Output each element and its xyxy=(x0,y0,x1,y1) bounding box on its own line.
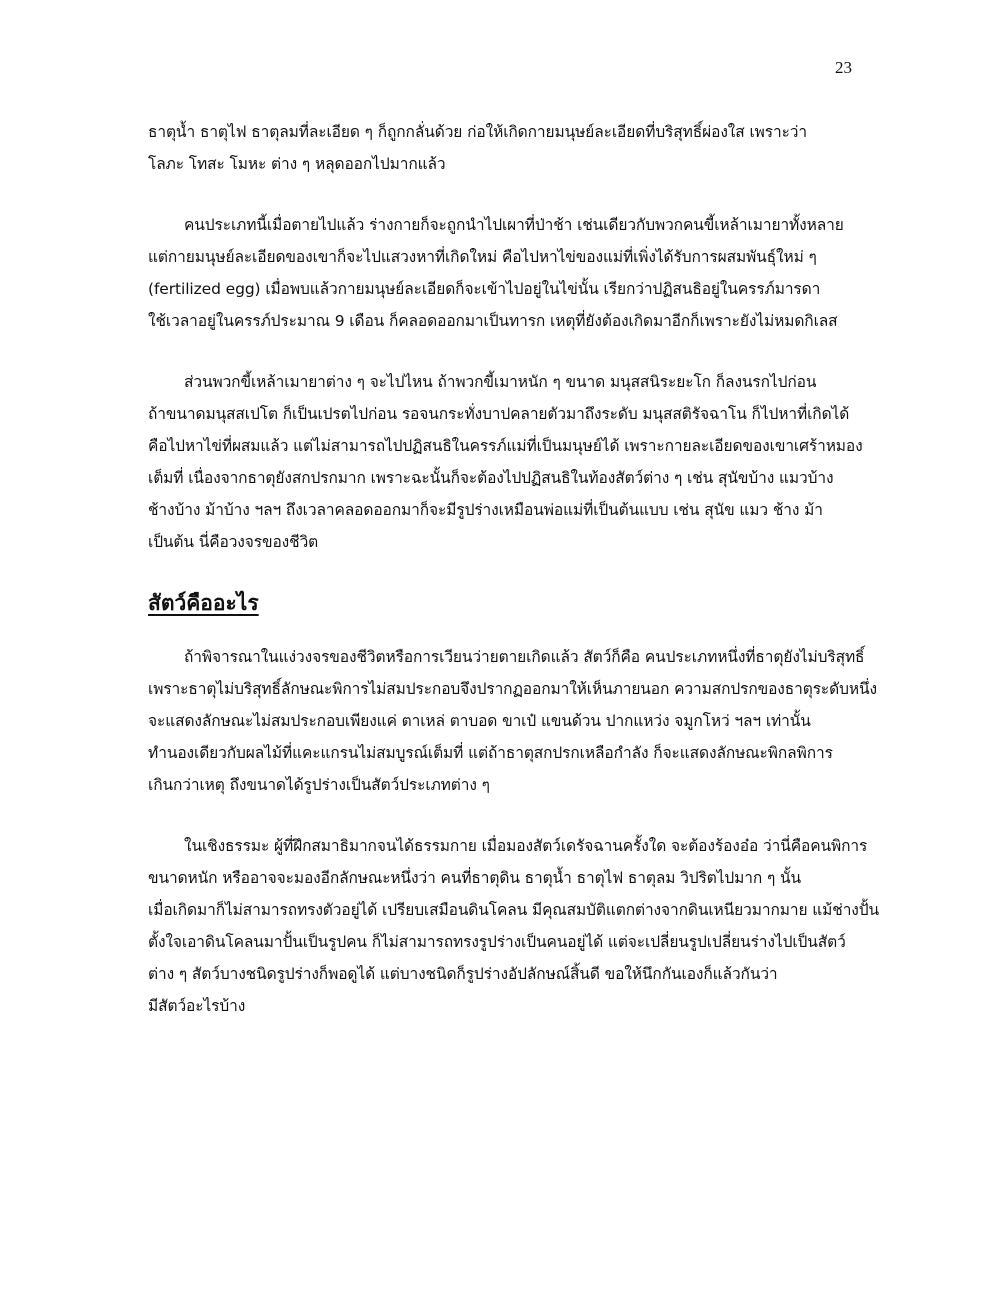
document-body xyxy=(148,116,880,1051)
paragraph-line: เกินกว่าเหตุ ถึงขนาดได้รูปร่างเป็นสัตว์ประเภทต่าง ๆ xyxy=(148,776,490,794)
paragraph-1 xyxy=(148,116,868,180)
paragraph-line: จะแสดงลักษณะไม่สมประกอบเพียงแค่ ตาเหล่ ตาบอด ขาเป๋ แขนด้วน ปากแหว่ง จมูกโหว่ ฯลฯ เท่านั้น xyxy=(148,712,811,730)
paragraph-line: เต็มที่ เนื่องจากธาตุยังสกปรกมาก เพราะฉะนั้นก็จะต้องไปปฏิสนธิในท้องสัตว์ต่าง ๆ เช่น สุนัขบ้าง แมวบ้าง xyxy=(148,469,834,487)
page-number: 23 xyxy=(835,58,852,77)
paragraph-line: (fertilized egg) เมื่อพบแล้วกายมนุษย์ละเอียดก็จะเข้าไปอยู่ในไข่นั้น เรียกว่าปฏิสนธิอยู่ในครรภ์มารดา xyxy=(148,280,821,298)
paragraph-line: ขนาดหนัก หรืออาจจะมองอีกลักษณะหนึ่งว่า คนที่ธาตุดิน ธาตุน้ำ ธาตุไฟ ธาตุลม วิปริตไปมาก ๆ นั้น xyxy=(148,869,802,887)
paragraph-line: เป็นต้น นี่คือวงจรของชีวิต xyxy=(148,533,319,551)
paragraph-line: คือไปหาไข่ที่ผสมแล้ว แต่ไม่สามารถไปปฏิสนธิในครรภ์แม่ที่เป็นมนุษย์ได้ เพราะกายละเอียดของเขาเศร้าหมอง xyxy=(148,437,863,455)
paragraph-line: มีสัตว์อะไรบ้าง xyxy=(148,997,246,1015)
paragraph-line: ถ้าขนาดมนุสสเปโต ก็เป็นเปรตไปก่อน รอจนกระทั่งบาปคลายตัวมาถึงระดับ มนุสสติรัจฉาโน ก็ไปหาที่เกิดได้ xyxy=(148,405,850,423)
paragraph-5 xyxy=(148,830,880,1022)
paragraph-line: ในเชิงธรรมะ ผู้ที่ฝึกสมาธิมากจนได้ธรรมกาย เมื่อมองสัตว์เดรัจฉานครั้งใด จะต้องร้องอ๋อ ว่านี่คือคนพิการ xyxy=(184,837,868,855)
paragraph-3 xyxy=(148,366,868,558)
paragraph-line: คนประเภทนี้เมื่อตายไปแล้ว ร่างกายก็จะถูกนำไปเผาที่ป่าช้า เช่นเดียวกับพวกคนขี้เหล้าเมายาทั้งหลาย xyxy=(184,216,844,234)
paragraph-4 xyxy=(148,641,877,801)
paragraph-line: ต่าง ๆ สัตว์บางชนิดรูปร่างก็พอดูได้ แต่บางชนิดก็รูปร่างอัปลักษณ์สิ้นดี ขอให้นึกกันเองก็แล้วกันว่า xyxy=(148,965,778,983)
paragraph-line: ธาตุน้ำ ธาตุไฟ ธาตุลมที่ละเอียด ๆ ก็ถูกกลั่นด้วย ก่อให้เกิดกายมนุษย์ละเอียดที่บริสุทธิ์ผ่องใส เพราะว่า xyxy=(148,123,808,141)
paragraph-line: ทำนองเดียวกับผลไม้ที่แคะแกรนไม่สมบูรณ์เต็มที่ แต่ถ้าธาตุสกปรกเหลือกำลัง ก็จะแสดงลักษณะพิกลพิการ xyxy=(148,744,833,762)
paragraph-line: ใช้เวลาอยู่ในครรภ์ประมาณ 9 เดือน ก็คลอดออกมาเป็นทารก เหตุที่ยังต้องเกิดมาอีกก็เพราะยังไม่หมดกิเลส xyxy=(148,312,838,330)
paragraph-line: ถ้าพิจารณาในแง่วงจรของชีวิตหรือการเวียนว่ายตายเกิดแล้ว สัตว์ก็คือ คนประเภทหนึ่งที่ธาตุยังไม่บริสุทธิ์ xyxy=(184,648,865,666)
paragraph-line: เพราะธาตุไม่บริสุทธิ์ลักษณะพิการไม่สมประกอบจึงปรากฏออกมาให้เห็นภายนอก ความสกปรกของธาตุระดับหนึ่ง xyxy=(148,680,877,698)
paragraph-line: ตั้งใจเอาดินโคลนมาปั้นเป็นรูปคน ก็ไม่สามารถทรงรูปร่างเป็นคนอยู่ได้ แต่จะเปลี่ยนรูปเปลี่ยนร่างไปเป็นสัตว์ xyxy=(148,933,846,951)
paragraph-2 xyxy=(148,209,868,337)
paragraph-line: เมื่อเกิดมาก็ไม่สามารถทรงตัวอยู่ได้ เปรียบเสมือนดินโคลน มีคุณสมบัติแตกต่างจากดินเหนียวมากมาย แม้ช่างปั้น xyxy=(148,901,880,919)
paragraph-line: ส่วนพวกขี้เหล้าเมายาต่าง ๆ จะไปไหน ถ้าพวกขี้เมาหนัก ๆ ขนาด มนุสสนิระยะโก ก็ลงนรกไปก่อน xyxy=(184,373,817,391)
paragraph-line: โลภะ โทสะ โมหะ ต่าง ๆ หลุดออกไปมากแล้ว xyxy=(148,155,446,173)
section-heading: สัตว์คืออะไร xyxy=(148,591,259,615)
paragraph-line: ช้างบ้าง ม้าบ้าง ฯลฯ ถึงเวลาคลอดออกมาก็จะมีรูปร่างเหมือนพ่อแม่ที่เป็นต้นแบบ เช่น สุนัข แมว ช้าง ม้า xyxy=(148,501,823,519)
paragraph-line: แต่กายมนุษย์ละเอียดของเขาก็จะไปแสวงหาที่เกิดใหม่ คือไปหาไข่ของแม่ที่เพิ่งได้รับการผสมพันธุ์ใหม่ ๆ xyxy=(148,248,817,266)
